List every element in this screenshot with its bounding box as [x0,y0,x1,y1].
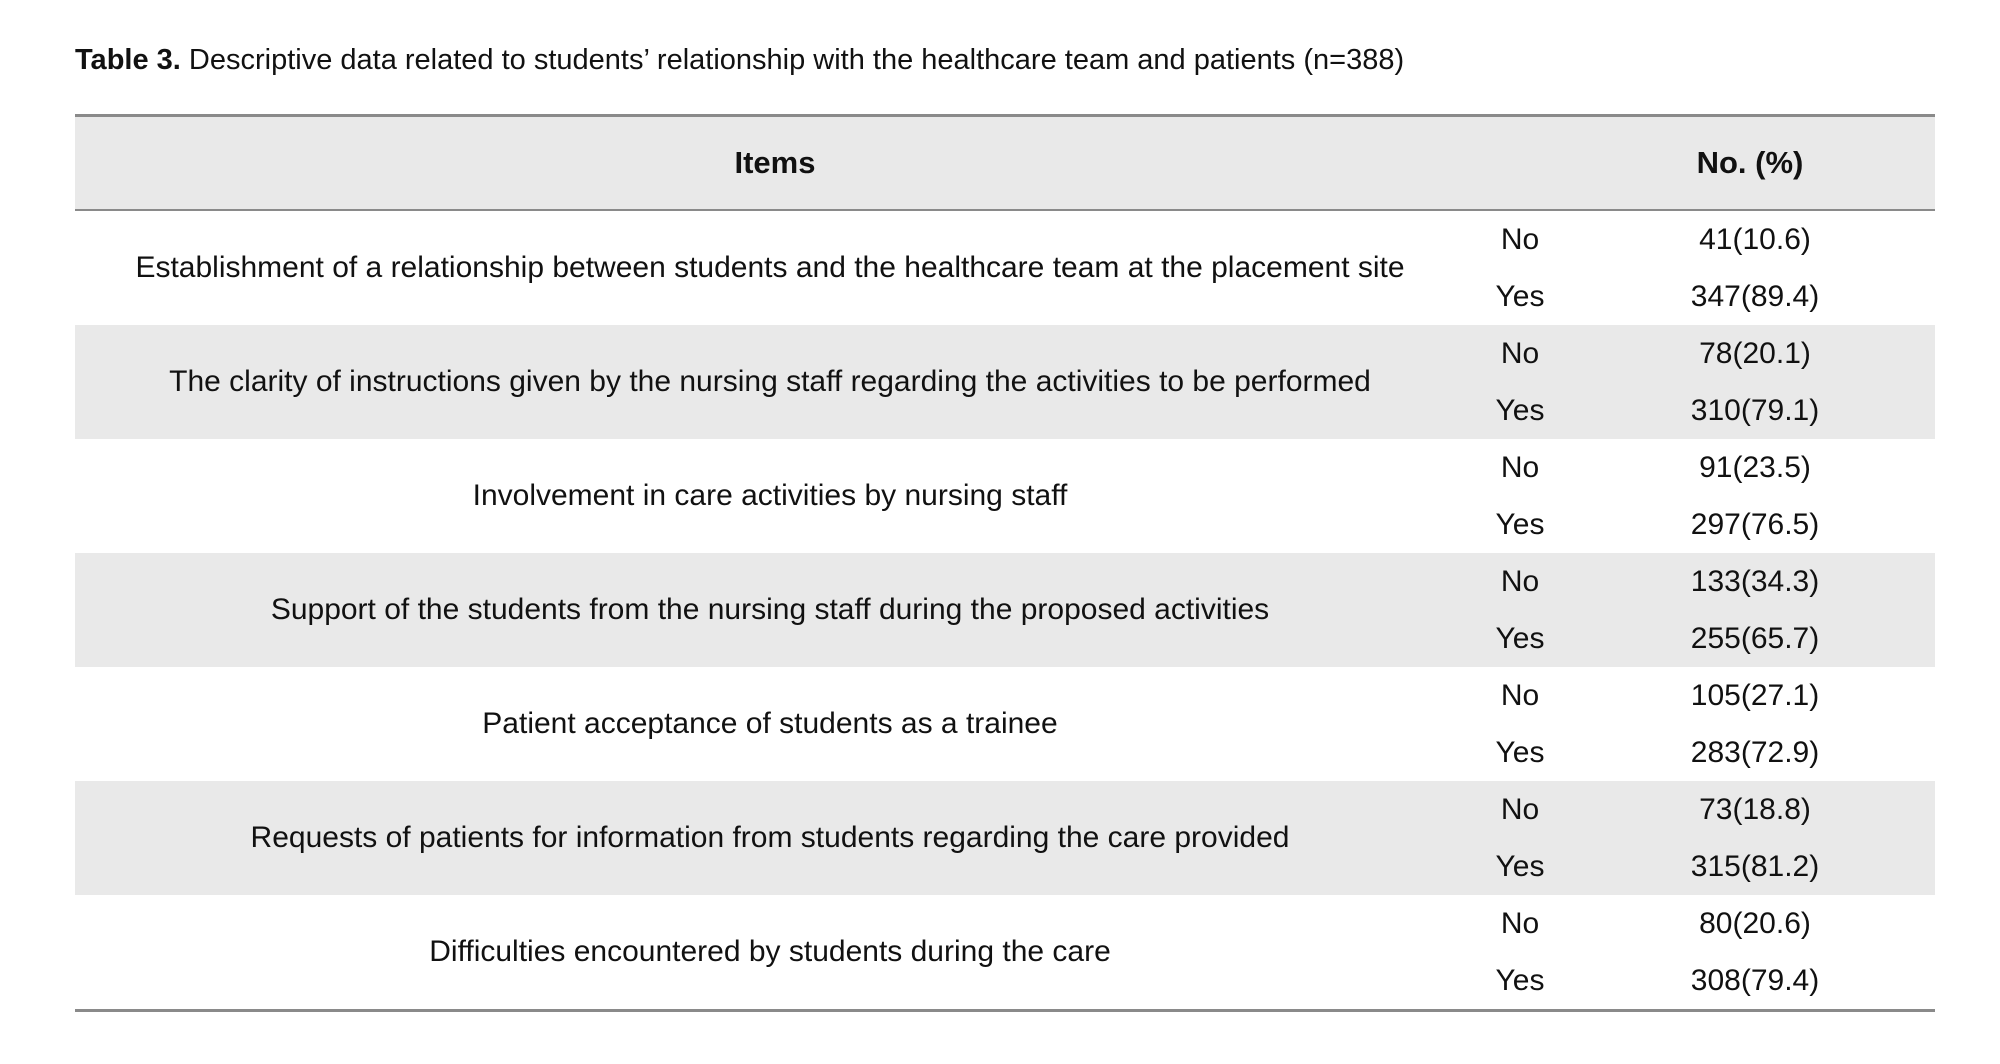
value-yes: 283(72.9) [1690,735,1820,769]
table-row [75,667,1935,724]
table-row [75,553,1935,610]
header-items: Items [75,116,1475,211]
value-no: 73(18.8) [1565,781,1935,838]
header-response-spacer [1475,116,1565,211]
table-header [75,116,1935,211]
header-row [75,116,1935,211]
value-yes: 347(89.4) [1690,279,1820,313]
data-table [75,114,1935,1012]
table-row [75,439,1935,496]
value-yes: 310(79.1) [1565,382,1935,439]
value-yes: 255(65.7) [1565,610,1935,667]
response-yes: Yes [1475,610,1565,667]
response-yes: Yes [1475,952,1565,1011]
response-yes: Yes [1475,838,1565,895]
item-label: Support of the students from the nursing staff during the proposed activities [75,553,1475,667]
response-no: No [1475,325,1565,382]
response-no: No [1500,678,1540,712]
value-yes: 297(76.5) [1690,507,1820,541]
table-caption [75,40,1404,80]
table-row [75,210,1935,268]
response-yes: Yes [1495,507,1545,541]
table-caption-label: Table 3. [75,44,181,76]
response-yes: Yes [1495,279,1545,313]
header-value: No. (%) [1565,116,1935,211]
value-no: 133(34.3) [1565,553,1935,610]
value-yes: 308(79.4) [1565,952,1935,1011]
response-no: No [1500,906,1540,940]
response-yes: Yes [1475,382,1565,439]
response-yes: Yes [1495,735,1545,769]
value-no: 105(27.1) [1690,678,1820,712]
value-no: 91(23.5) [1699,450,1811,484]
response-no: No [1500,222,1540,256]
response-no: No [1475,781,1565,838]
item-label: Difficulties encountered by students during the care [75,895,1475,1011]
response-no: No [1475,553,1565,610]
table-row [75,325,1935,382]
value-yes: 315(81.2) [1565,838,1935,895]
response-no: No [1500,450,1540,484]
table-row [75,895,1935,952]
item-label: Patient acceptance of students as a trainee [482,707,1058,740]
value-no: 80(20.6) [1699,906,1811,940]
table-body [75,210,1935,1011]
item-label: Involvement in care activities by nursing staff [472,479,1068,512]
item-label: Establishment of a relationship between students and the healthcare team at the placement site [135,251,1405,284]
value-no: 78(20.1) [1565,325,1935,382]
item-label: Requests of patients for information from students regarding the care provided [75,781,1475,895]
value-no: 41(10.6) [1699,222,1811,256]
item-label: The clarity of instructions given by the nursing staff regarding the activities to be performed [75,325,1475,439]
table-row [75,781,1935,838]
table-caption-text: Descriptive data related to students’ relationship with the healthcare team and patients (n=388) [180,44,1405,76]
